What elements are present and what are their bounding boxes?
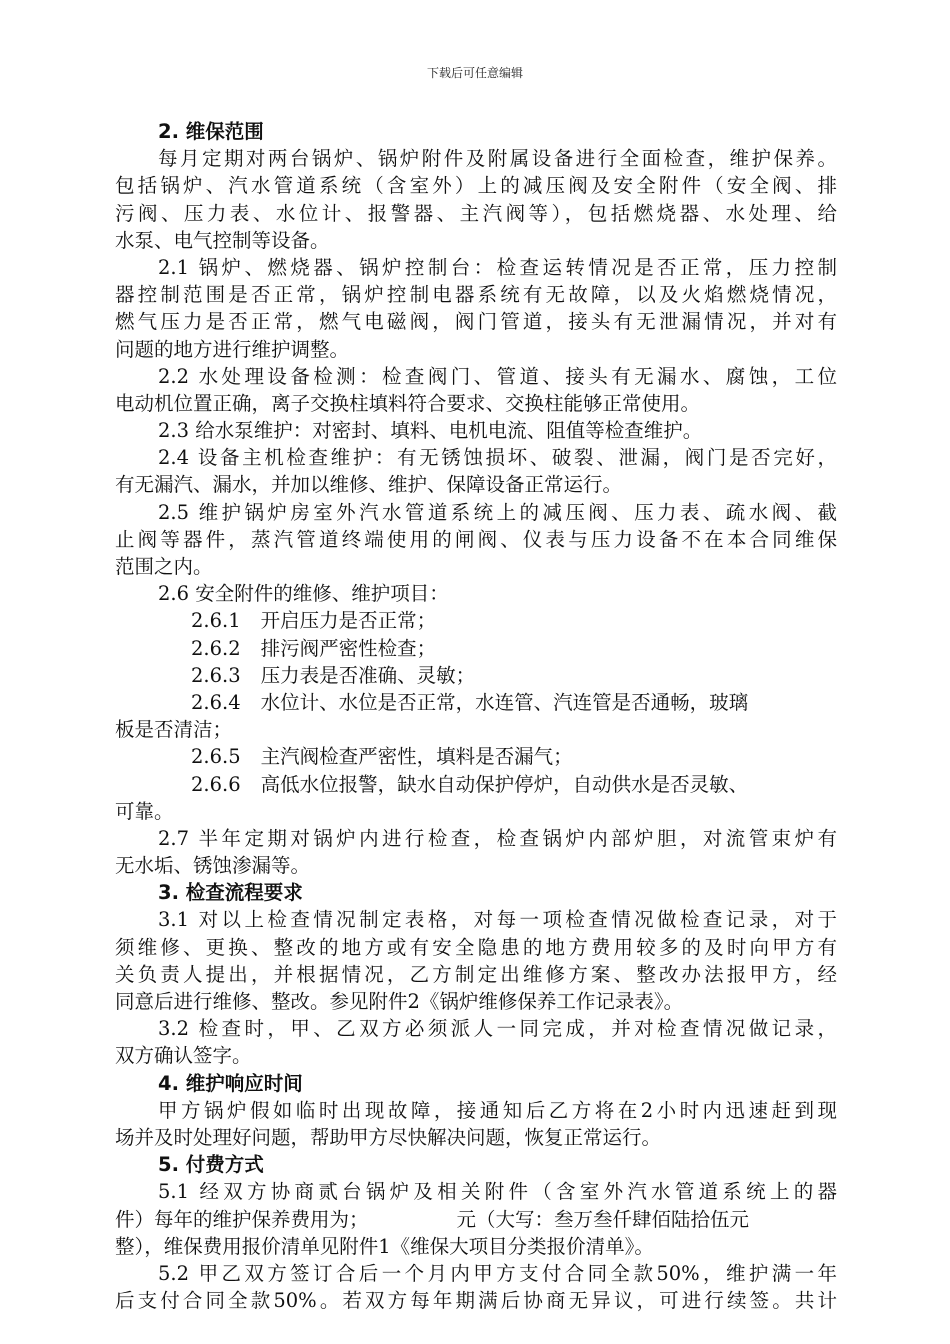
section-heading: 4. 维护响应时间 [158, 1071, 303, 1095]
section-heading: 5. 付费方式 [158, 1153, 264, 1177]
paragraph-line: 后支付合同全款50%。若双方每年期满后协商无异议，可进行续签。共计 [115, 1289, 837, 1313]
fee-label: 件）每年的维护保养费用为； [115, 1207, 369, 1231]
paragraph-line: 3.2 检查时，甲、乙双方必须派人一同完成，并对检查情况做记录， [158, 1017, 837, 1041]
paragraph-line: 燃气压力是否正常，燃气电磁阀，阀门管道，接头有无泄漏情况，并对有 [115, 310, 837, 334]
item-number: 2.6.5 [191, 745, 241, 769]
paragraph-line: 场并及时处理好问题，帮助甲方尽快解决问题，恢复正常运行。 [115, 1125, 662, 1149]
item-text: 水位计、水位是否正常，水连管、汽连管是否通畅，玻璃 [260, 690, 749, 714]
item-text: 压力表是否准确、灵敏； [260, 663, 476, 687]
item-text: 主汽阀检查严密性，填料是否漏气； [260, 745, 573, 769]
paragraph-line: 2.6 安全附件的维修、维护项目： [158, 582, 449, 606]
paragraph-line: 须维修、更换、整改的地方或有安全隐患的地方费用较多的及时向甲方有 [115, 935, 837, 959]
paragraph-line: 止阀等器件，蒸汽管道终端使用的闸阀、仪表与压力设备不在本合同维保 [115, 527, 837, 551]
list-item [115, 635, 837, 662]
paragraph-line [115, 1206, 837, 1233]
document-body [115, 118, 837, 1314]
item-text: 开启压力是否正常； [260, 609, 437, 633]
paragraph-line: 2.2 水处理设备检测：检查阀门、管道、接头有无漏水、腐蚀，工位 [158, 364, 837, 388]
paragraph-line: 2.7 半年定期对锅炉内进行检查，检查锅炉内部炉胆，对流管束炉有 [158, 826, 837, 850]
paragraph-line: 包括锅炉、汽水管道系统（含室外）上的减压阀及安全附件（安全阀、排 [115, 174, 837, 198]
fee-amount-text: 元（大写：叁万叁仟肆佰陆拾伍元 [456, 1207, 750, 1231]
section-heading: 2. 维保范围 [158, 120, 264, 143]
paragraph-line: 整），维保费用报价清单见附件1《维保大项目分类报价清单》。 [115, 1234, 654, 1258]
item-number: 2.6.2 [191, 636, 241, 660]
list-item [115, 689, 837, 716]
paragraph-line: 5.2 甲乙双方签订合后一个月内甲方支付合同全款50%，维护满一年 [158, 1261, 837, 1285]
paragraph-line: 双方确认签字。 [115, 1044, 252, 1068]
paragraph-line: 有无漏汽、漏水，并加以维修、维护、保障设备正常运行。 [115, 473, 623, 497]
list-item [115, 607, 837, 634]
item-number: 2.6.1 [191, 609, 241, 633]
paragraph-line: 问题的地方进行维护调整。 [115, 337, 350, 361]
paragraph-line: 板是否清洁； [115, 718, 233, 742]
paragraph-line: 器控制范围是否正常，锅炉控制电器系统有无故障，以及火焰燃烧情况， [115, 283, 837, 307]
item-number: 2.6.6 [191, 772, 241, 796]
paragraph-line: 2.1 锅炉、燃烧器、锅炉控制台：检查运转情况是否正常，压力控制 [158, 255, 837, 279]
paragraph-line: 2.5 维护锅炉房室外汽水管道系统上的减压阀、压力表、疏水阀、截 [158, 500, 837, 524]
item-text: 排污阀严密性检查； [260, 636, 437, 660]
section-heading: 3. 检查流程要求 [158, 881, 303, 905]
item-number: 2.6.3 [191, 663, 241, 687]
paragraph-line: 范围之内。 [115, 555, 213, 578]
paragraph-line: 每月定期对两台锅炉、锅炉附件及附属设备进行全面检查，维护保养。 [158, 147, 837, 171]
item-text: 高低水位报警，缺水自动保护停炉，自动供水是否灵敏、 [260, 772, 749, 796]
paragraph-line: 无水垢、锈蚀渗漏等。 [115, 854, 311, 878]
list-item [115, 743, 837, 770]
paragraph-line: 污阀、压力表、水位计、报警器、主汽阀等），包括燃烧器、水处理、给 [115, 201, 837, 225]
paragraph-line: 2.3 给水泵维护：对密封、填料、电机电流、阻值等检查维护。 [158, 419, 703, 443]
paragraph-line: 电动机位置正确，离子交换柱填料符合要求、交换柱能够正常使用。 [115, 391, 701, 415]
page-header: 下载后可任意编辑 [426, 66, 523, 80]
paragraph-line: 3.1 对以上检查情况制定表格，对每一项检查情况做检查记录，对于 [158, 908, 837, 932]
paragraph-line: 甲方锅炉假如临时出现故障，接通知后乙方将在2小时内迅速赶到现 [158, 1098, 837, 1122]
paragraph-line: 5.1 经双方协商贰台锅炉及相关附件（含室外汽水管道系统上的器 [158, 1180, 837, 1204]
list-item [115, 771, 837, 798]
paragraph-line: 同意后进行维修、整改。参见附件2《锅炉维修保养工作记录表》。 [115, 990, 684, 1013]
item-number: 2.6.4 [191, 690, 241, 714]
paragraph-line: 水泵、电气控制等设备。 [115, 228, 330, 252]
paragraph-line: 关负责人提出，并根据情况，乙方制定出维修方案、整改办法报甲方，经 [115, 962, 837, 986]
list-item [115, 662, 837, 689]
paragraph-line: 2.4 设备主机检查维护：有无锈蚀损坏、破裂、泄漏，阀门是否完好， [158, 446, 837, 470]
paragraph-line: 可靠。 [115, 799, 174, 823]
